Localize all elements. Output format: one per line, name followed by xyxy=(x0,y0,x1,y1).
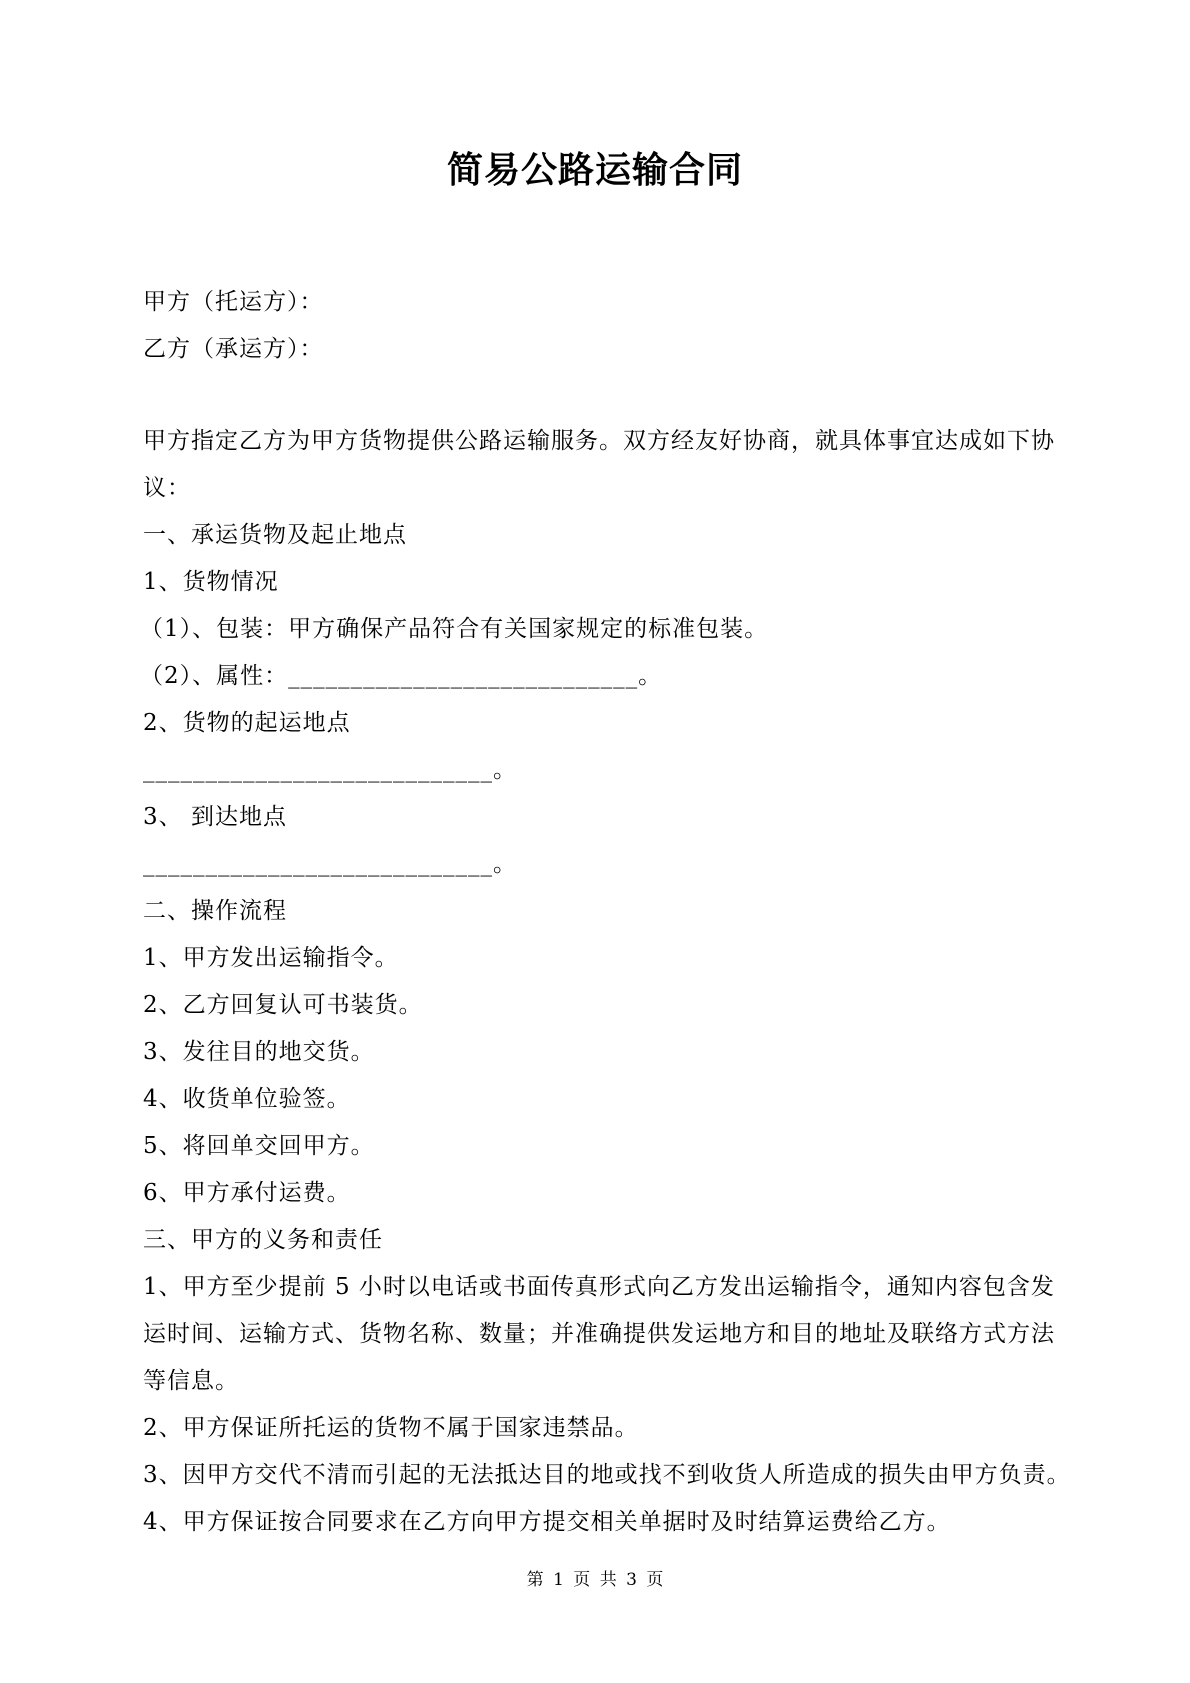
clause-line: （1）、包装：甲方确保产品符合有关国家规定的标准包装。 xyxy=(140,616,769,642)
section-heading: 一、承运货物及起止地点 xyxy=(143,522,407,548)
blank-fill-line: ____________________________。 xyxy=(143,851,517,877)
page-number-footer: 第 1 页 共 3 页 xyxy=(526,1570,664,1590)
clause-line: 2、货物的起运地点 xyxy=(143,710,351,736)
clause-line: 1、甲方至少提前 5 小时以电话或书面传真形式向乙方发出运输指令，通知内容包含发 xyxy=(143,1274,1055,1300)
intro-paragraph-line: 议： xyxy=(143,475,191,501)
clause-line: （2）、属性：____________________________。 xyxy=(140,663,663,689)
clause-line: 1、甲方发出运输指令。 xyxy=(143,945,399,971)
clause-line: 1、货物情况 xyxy=(143,569,279,595)
clause-line: 2、乙方回复认可书装货。 xyxy=(143,992,423,1018)
section-heading: 三、甲方的义务和责任 xyxy=(143,1227,383,1253)
clause-line: 3、发往目的地交货。 xyxy=(143,1039,375,1065)
clause-line: 2、甲方保证所托运的货物不属于国家违禁品。 xyxy=(143,1415,639,1441)
party-b-line: 乙方（承运方）： xyxy=(143,336,324,362)
section-heading: 二、操作流程 xyxy=(143,898,287,924)
party-a-line: 甲方（托运方）： xyxy=(143,289,324,315)
clause-line: 运时间、运输方式、货物名称、数量；并准确提供发运地方和目的地址及联络方式方法 xyxy=(143,1321,1055,1347)
clause-line: 4、收货单位验签。 xyxy=(143,1086,351,1112)
intro-paragraph-line: 甲方指定乙方为甲方货物提供公路运输服务。双方经友好协商，就具体事宜达成如下协 xyxy=(143,428,1055,454)
clause-line: 4、甲方保证按合同要求在乙方向甲方提交相关单据时及时结算运费给乙方。 xyxy=(143,1509,951,1535)
clause-line: 6、甲方承付运费。 xyxy=(143,1180,351,1206)
clause-line: 3、因甲方交代不清而引起的无法抵达目的地或找不到收货人所造成的损失由甲方负责。 xyxy=(143,1462,1071,1488)
clause-line: 等信息。 xyxy=(143,1368,239,1394)
document-title: 简易公路运输合同 xyxy=(446,150,743,191)
blank-fill-line: ____________________________。 xyxy=(143,757,517,783)
clause-line: 5、将回单交回甲方。 xyxy=(143,1133,375,1159)
clause-line: 3、 到达地点 xyxy=(143,804,287,830)
